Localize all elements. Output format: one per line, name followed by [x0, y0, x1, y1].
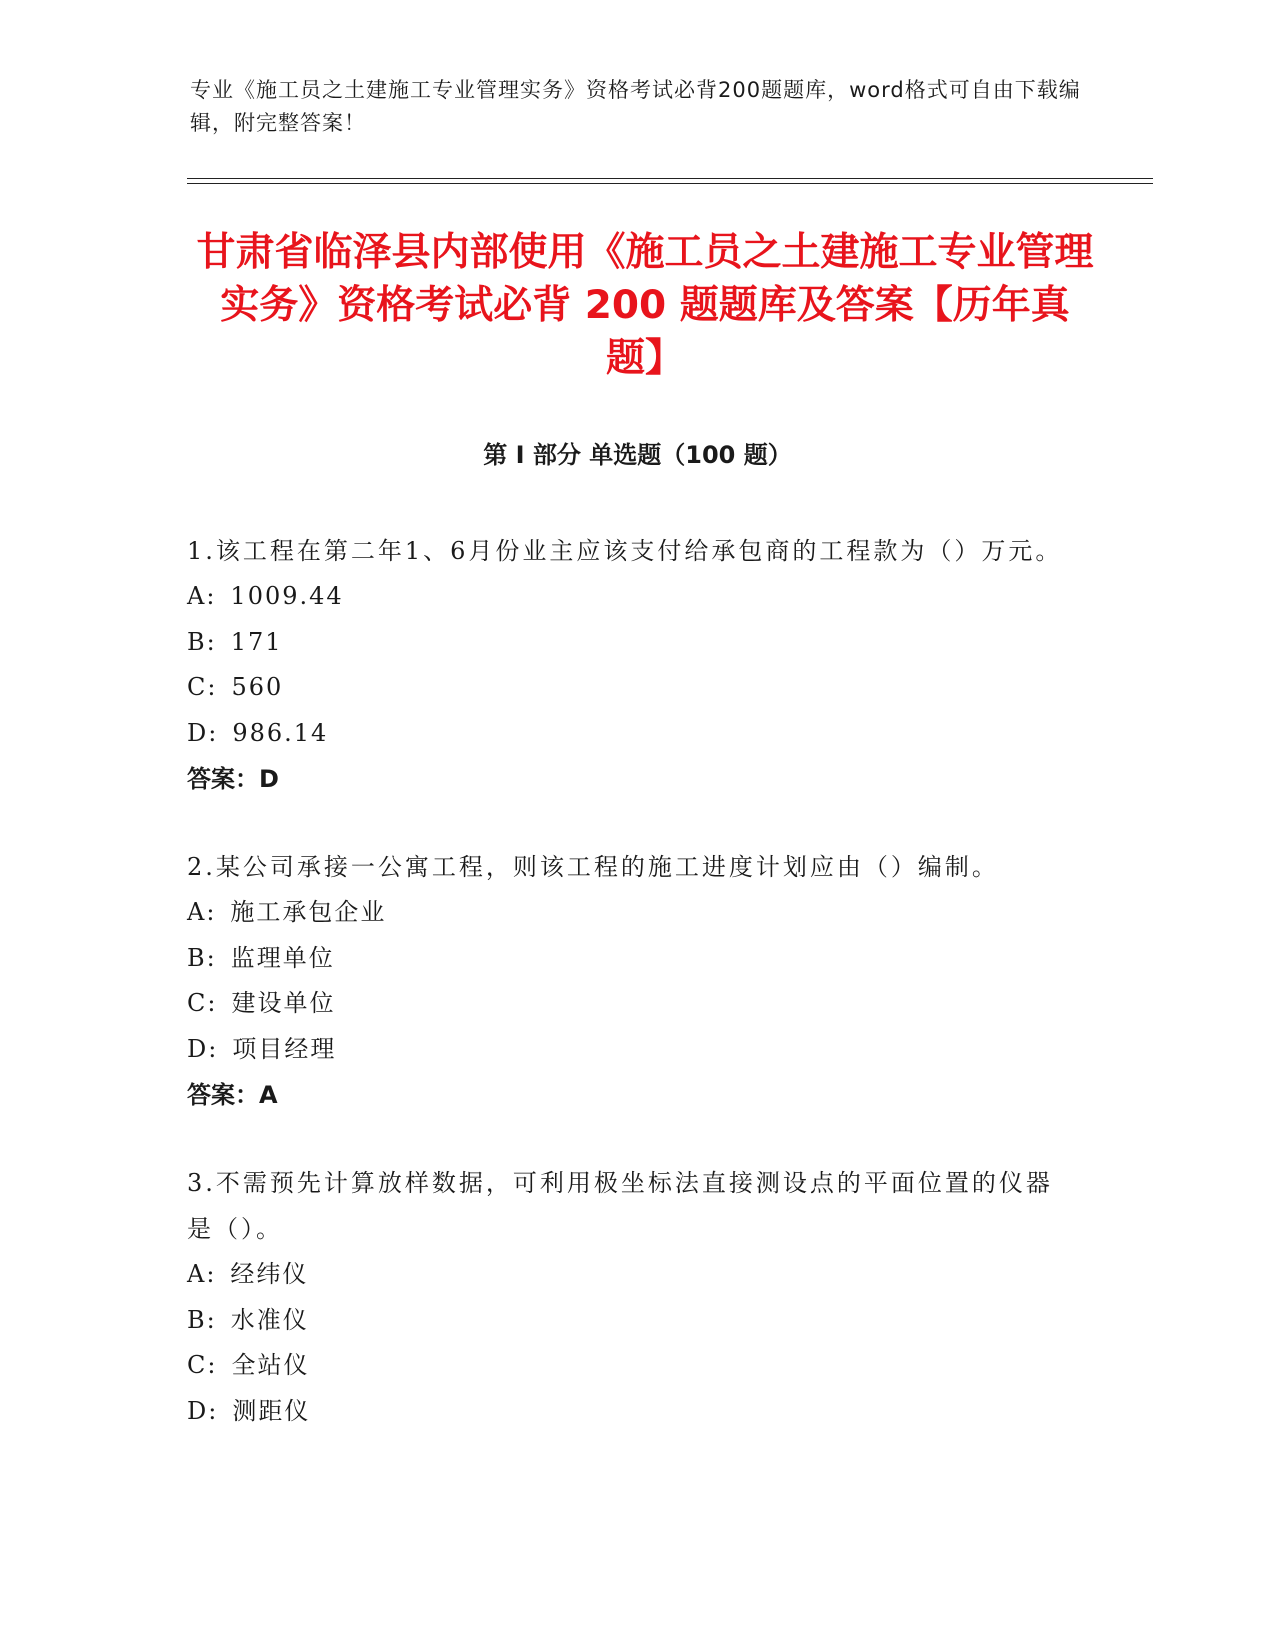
option-a — [187, 1252, 1067, 1298]
option-text: 建设单位 — [231, 989, 336, 1017]
question-stem: 1.该工程在第二年1、6月份业主应该支付给承包商的工程款为（）万元。 — [187, 537, 1063, 565]
option-key: B: — [187, 1305, 217, 1334]
header-rule-top — [187, 178, 1153, 179]
option-a — [187, 574, 1067, 620]
option-key: A: — [187, 582, 217, 610]
question-item — [187, 528, 1067, 802]
question-list — [187, 528, 1067, 1476]
question-stem: 3.不需预先计算放样数据，可利用极坐标法直接测设点的平面位置的仪器是（）。 — [187, 1169, 1053, 1243]
question-stem: 2.某公司承接一公寓工程，则该工程的施工进度计划应由（）编制。 — [187, 853, 999, 881]
document-title: 甘肃省临泽县内部使用《施工员之土建施工专业管理实务》资格考试必背 200 题题库及答案【历年真题】 — [196, 230, 1094, 381]
answer-label: 答案：A — [187, 1081, 278, 1109]
option-c — [187, 981, 1067, 1027]
option-text: 经纬仪 — [230, 1260, 309, 1288]
option-text: 施工承包企业 — [230, 898, 387, 926]
option-key: C: — [187, 673, 218, 701]
option-c — [187, 665, 1067, 711]
option-key: D: — [187, 1034, 219, 1063]
option-text: 项目经理 — [232, 1034, 337, 1063]
option-d — [187, 1389, 1067, 1435]
section-title: 第 I 部分 单选题（100 题） — [483, 441, 792, 469]
option-key: B: — [187, 943, 217, 972]
header-rule-bottom — [187, 183, 1153, 184]
answer-label: 答案：D — [187, 765, 279, 793]
option-d — [187, 711, 1067, 757]
option-text: 全站仪 — [231, 1351, 310, 1379]
option-text: 171 — [230, 627, 283, 656]
option-key: D: — [187, 718, 219, 747]
option-key: B: — [187, 627, 217, 656]
question-item — [187, 1160, 1067, 1434]
option-text: 1009.44 — [230, 582, 344, 610]
option-text: 560 — [231, 673, 284, 701]
option-key: C: — [187, 1351, 218, 1379]
option-key: D: — [187, 1396, 219, 1425]
option-key: C: — [187, 989, 218, 1017]
option-b — [187, 620, 1067, 666]
option-text: 监理单位 — [230, 943, 335, 972]
option-key: A: — [187, 898, 217, 926]
option-a — [187, 890, 1067, 936]
header-note: 专业《施工员之土建施工专业管理实务》资格考试必背200题题库，word格式可自由下载编辑，附完整答案！ — [190, 78, 1081, 135]
option-d — [187, 1027, 1067, 1073]
option-b — [187, 1298, 1067, 1344]
option-text: 水准仪 — [230, 1305, 309, 1334]
question-item — [187, 844, 1067, 1118]
option-text: 测距仪 — [232, 1396, 311, 1425]
option-c — [187, 1343, 1067, 1389]
option-key: A: — [187, 1260, 217, 1288]
option-text: 986.14 — [232, 718, 329, 747]
option-b — [187, 936, 1067, 982]
